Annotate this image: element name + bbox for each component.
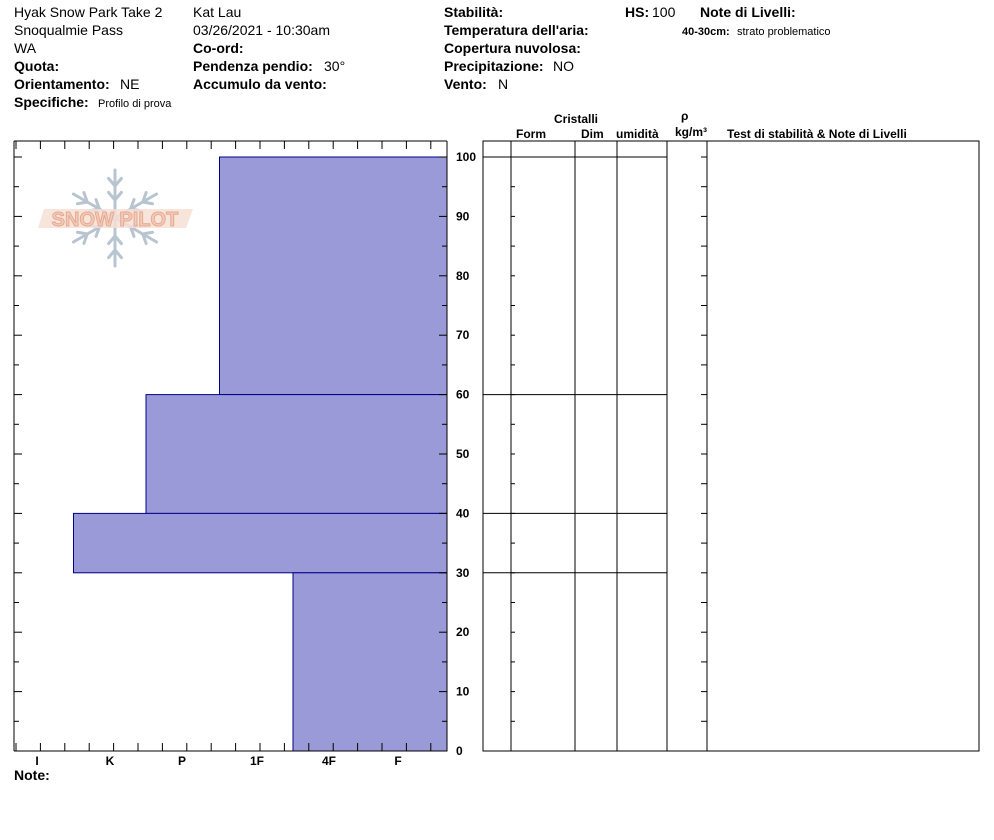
observer-name: Kat Lau: [193, 4, 242, 20]
hs-value: 100: [652, 4, 676, 20]
hardness-layer-bar: [220, 157, 448, 395]
precip-value: NO: [553, 58, 574, 74]
layer-note-text: strato problematico: [737, 26, 831, 38]
layer-table: [483, 141, 979, 751]
hardness-layer-bar: [146, 395, 447, 514]
notes-label: Note:: [14, 767, 50, 783]
y-tick-label: 0: [456, 744, 463, 758]
precip-label: Precipitazione:: [444, 58, 544, 74]
stability-label: Stabilità:: [444, 4, 504, 20]
air-temp-label: Temperatura dell'aria:: [444, 22, 589, 38]
specifics-label: Specifiche:: [14, 94, 89, 110]
moisture-header: umidità: [616, 127, 659, 141]
crystals-header: Cristalli: [554, 112, 599, 126]
layer-note-range: 40-30cm:: [682, 26, 730, 38]
specifics-value: Profilo di prova: [98, 98, 172, 110]
x-tick-label: P: [177, 754, 187, 768]
elevation-label: Quota:: [14, 58, 60, 74]
y-tick-label: 20: [456, 625, 470, 640]
y-tick-label: 30: [456, 565, 470, 580]
aspect-value: NE: [120, 76, 140, 92]
hardness-layer-bar: [74, 513, 448, 572]
observation-datetime: 03/26/2021 - 10:30am: [193, 22, 330, 38]
dim-header: Dim: [581, 127, 604, 141]
stability-notes-header: Test di stabilità & Note di Livelli: [727, 127, 907, 141]
y-tick-label: 100: [456, 150, 477, 164]
layer-notes-label: Note di Livelli:: [700, 4, 796, 20]
area-name: Snoqualmie Pass: [14, 22, 123, 38]
state-name: WA: [14, 40, 37, 56]
wind-value: N: [498, 76, 509, 92]
y-tick-label: 80: [456, 268, 470, 283]
rho-header: ρ: [681, 109, 689, 123]
wind-label: Vento:: [444, 76, 487, 92]
x-tick-label: 4F: [321, 754, 337, 768]
logo-text: SNOW PILOT: [51, 209, 179, 231]
x-tick-label: I: [35, 754, 39, 768]
sky-cover-label: Copertura nuvolosa:: [444, 40, 581, 56]
x-tick-label: F: [394, 754, 402, 768]
y-tick-label: 40: [456, 506, 470, 521]
form-header: Form: [516, 127, 546, 141]
coord-label: Co-ord:: [193, 40, 244, 56]
y-tick-label: 70: [456, 328, 470, 343]
location-name: Hyak Snow Park Take 2: [14, 4, 163, 20]
hardness-layer-bar: [293, 573, 447, 751]
y-tick-label: 90: [456, 209, 470, 224]
snowpilot-logo: [38, 170, 193, 266]
y-tick-label: 60: [456, 387, 470, 402]
slope-value: 30°: [324, 58, 346, 74]
x-tick-label: K: [105, 754, 115, 768]
hs-label: HS:: [625, 4, 650, 20]
y-tick-label: 50: [456, 447, 470, 461]
aspect-label: Orientamento:: [14, 76, 110, 92]
y-tick-label: 10: [456, 684, 470, 699]
wind-loading-label: Accumulo da vento:: [193, 76, 327, 92]
density-unit-header: kg/m³: [675, 125, 708, 139]
x-tick-label: 1F: [249, 754, 265, 768]
slope-label: Pendenza pendio:: [193, 58, 313, 74]
